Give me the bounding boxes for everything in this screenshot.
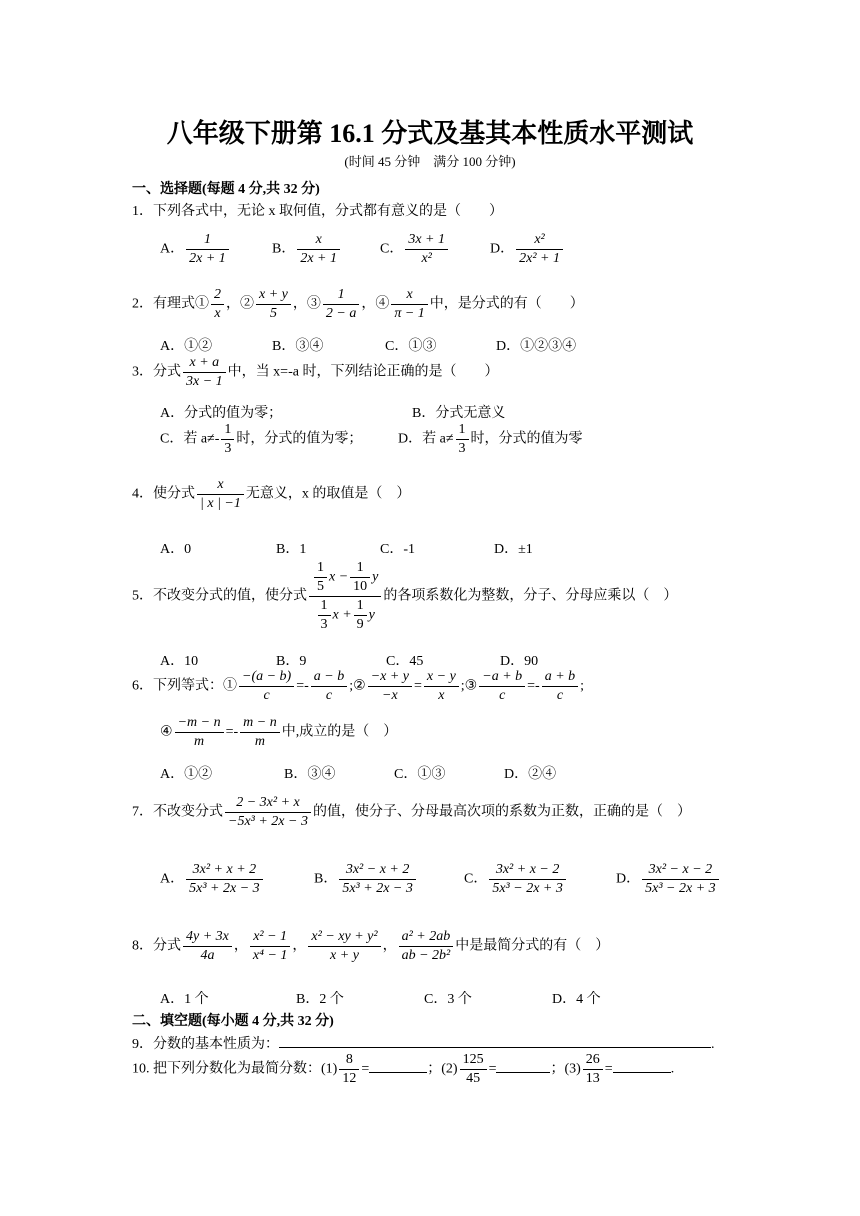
denominator: c: [311, 686, 347, 704]
option-label: A．: [160, 241, 185, 257]
numerator: 1: [224, 422, 232, 437]
question-8-option-a: A．1 个: [160, 992, 209, 1007]
question-6-option-b: B．③④: [284, 767, 336, 782]
denominator: 5x³ + 2x − 3: [186, 879, 263, 897]
denominator: [309, 596, 381, 633]
fraction: [297, 232, 340, 267]
text-run: .: [670, 1061, 675, 1077]
question-8-option-d: D．4 个: [552, 992, 601, 1007]
numerator: −x + y: [370, 669, 410, 684]
question-8-option-c: C．3 个: [424, 992, 472, 1007]
question-3-stem: [132, 355, 498, 390]
numerator: 3x² − x − 2: [648, 862, 713, 877]
numerator: 2 − 3x² + x: [236, 795, 300, 810]
numerator: 3x² + x + 2: [192, 862, 257, 877]
text-run: 时，分式的值为零；: [236, 431, 363, 447]
fraction: [240, 715, 280, 750]
fraction: [642, 862, 719, 897]
text-run: ；(2): [427, 1061, 458, 1077]
numerator: x²: [534, 232, 545, 247]
fraction: [542, 669, 578, 704]
denominator: 10: [350, 577, 370, 595]
denominator: −5x³ + 2x − 3: [225, 812, 311, 830]
question-6-option-c: C．①③: [394, 767, 446, 782]
fraction: [339, 1052, 359, 1087]
numerator: 1: [458, 422, 466, 437]
text-run: y: [368, 607, 375, 623]
text-run: 的值，使分子、分母最高次项的系数为正数，正确的是（ ）: [312, 804, 691, 820]
fraction: [399, 929, 454, 964]
question-3-option-c: [160, 422, 362, 457]
question-5-option-b: B．9: [276, 654, 307, 669]
question-4-stem: [132, 477, 410, 512]
text-run: ;: [580, 678, 585, 694]
question-6-stem-line2: [160, 715, 397, 750]
denominator: c: [479, 686, 525, 704]
denominator: 9: [354, 615, 367, 633]
denominator: m: [175, 732, 224, 750]
denominator: 2 − a: [323, 304, 359, 322]
text-run: =: [361, 1061, 370, 1077]
question-7-option-b: [314, 862, 418, 897]
denominator: c: [239, 686, 294, 704]
option-label: D．: [490, 241, 515, 257]
text-run: ，④: [361, 296, 390, 312]
fraction: [183, 355, 226, 390]
denominator: x²: [405, 249, 448, 267]
numerator: a + b: [544, 669, 576, 684]
text-run: 5．不改变分式的值，使分式: [132, 588, 307, 604]
denominator: x: [424, 686, 459, 704]
page-title: 八年级下册第 16.1 分式及基其本性质水平测试: [166, 119, 694, 148]
text-run: ④: [160, 724, 173, 740]
question-8-stem: [132, 929, 609, 964]
text-run: D．若 a≠: [398, 431, 454, 447]
numerator: x² − xy + y²: [311, 929, 378, 944]
answer-blank-2[interactable]: [496, 1072, 550, 1073]
answer-blank-3[interactable]: [613, 1072, 671, 1073]
text-run: 3．分式: [132, 364, 181, 380]
question-3-option-d: [398, 422, 583, 457]
text-run: ，②: [226, 296, 254, 312]
question-7-option-c: [464, 862, 568, 897]
denominator: ab − 2b²: [399, 946, 454, 964]
fraction: [391, 287, 427, 322]
fraction: [323, 287, 359, 322]
option-label: C．: [380, 241, 404, 257]
fraction: [221, 422, 234, 457]
question-1-stem: 1．下列各式中，无论 x 取何值，分式都有意义的是（ ）: [132, 204, 503, 219]
question-9: [132, 1033, 715, 1053]
fraction: [318, 598, 331, 633]
question-6-option-d: D．②④: [504, 767, 557, 782]
question-3-option-b: B．分式无意义: [412, 406, 506, 421]
question-4-option-c: C．-1: [380, 542, 415, 557]
fraction: [308, 929, 380, 964]
fraction: [186, 232, 229, 267]
text-run: ;③: [460, 678, 478, 694]
denominator: m: [240, 732, 280, 750]
question-4-option-d: D．±1: [494, 542, 533, 557]
fraction: [405, 232, 448, 267]
text-run: ，③: [292, 296, 321, 312]
numerator: 3x² − x + 2: [345, 862, 410, 877]
text-run: .: [711, 1037, 715, 1052]
denominator: 3: [456, 439, 469, 457]
text-run: ，: [292, 938, 307, 954]
numerator: m − n: [243, 715, 277, 730]
fraction: [186, 862, 263, 897]
question-5-option-d: D．90: [500, 654, 539, 669]
denominator: 5: [314, 577, 327, 595]
text-run: 10. 把下列分数化为最简分数：(1): [132, 1061, 338, 1077]
denominator: x: [211, 304, 224, 322]
text-run: ，: [233, 938, 248, 954]
denominator: 3: [221, 439, 234, 457]
denominator: −x: [368, 686, 412, 704]
question-2-option-a: A．①②: [160, 339, 213, 354]
denominator: 5x³ − 2x + 3: [489, 879, 566, 897]
denominator: | x | −1: [197, 494, 244, 512]
numerator: 1: [337, 287, 345, 302]
text-run: 6．下列等式：①: [132, 678, 237, 694]
numerator: [309, 560, 381, 596]
text-run: =: [414, 678, 422, 694]
fraction: [350, 560, 370, 595]
question-1-option-c: [380, 232, 450, 267]
text-run: ；(3): [550, 1061, 581, 1077]
question-8-option-b: B．2 个: [296, 992, 344, 1007]
fraction: [314, 560, 327, 595]
numerator: a² + 2ab: [401, 929, 451, 944]
section-heading-choice: 一、选择题(每题 4 分,共 32 分): [132, 182, 320, 197]
text-run: =: [604, 1061, 613, 1077]
fraction: [183, 929, 232, 964]
text-run: D．: [616, 871, 641, 887]
fraction: [368, 669, 412, 704]
answer-blank-1[interactable]: [369, 1072, 427, 1073]
numerator: 1: [356, 598, 364, 613]
numerator: x² − 1: [253, 929, 288, 944]
fraction: [197, 477, 244, 512]
question-2-option-d: D．①②③④: [496, 339, 577, 354]
fraction: [339, 862, 416, 897]
numerator: 1: [317, 560, 324, 575]
numerator: x: [315, 232, 322, 247]
numerator: 3x² + x − 2: [495, 862, 560, 877]
question-7-option-a: [160, 862, 265, 897]
text-run: A．: [160, 871, 185, 887]
text-run: y: [372, 569, 379, 585]
denominator: 3: [318, 615, 331, 633]
section-heading-fill: 二、填空题(每小题 4 分,共 32 分): [132, 1014, 334, 1029]
text-run: 8．分式: [132, 938, 181, 954]
denominator: c: [542, 686, 578, 704]
question-7-stem: [132, 795, 691, 830]
numerator: 125: [462, 1052, 484, 1067]
question-1-option-b: [272, 232, 342, 267]
denominator: 45: [460, 1069, 487, 1087]
text-run: x +: [332, 607, 352, 623]
question-3-option-a: A．分式的值为零；: [160, 406, 283, 421]
text-run: 无意义，x 的取值是（ ）: [245, 486, 411, 502]
text-run: =: [488, 1061, 497, 1077]
numerator: x: [217, 477, 224, 492]
complex-fraction: [309, 560, 381, 633]
numerator: 1: [356, 560, 364, 575]
text-run: 9．分数的基本性质为：: [132, 1037, 279, 1052]
numerator: 3x + 1: [408, 232, 446, 247]
numerator: 26: [585, 1052, 600, 1067]
fraction: [175, 715, 224, 750]
question-4-option-a: A．0: [160, 542, 192, 557]
denominator: 2x² + 1: [516, 249, 563, 267]
fraction: [456, 422, 469, 457]
fraction: [489, 862, 566, 897]
denominator: x + y: [308, 946, 380, 964]
text-run: 中是最简分式的有（ ）: [455, 938, 610, 954]
fraction: [354, 598, 367, 633]
text-run: =-: [225, 724, 239, 740]
fraction: [479, 669, 525, 704]
question-1-options: [160, 232, 231, 267]
text-run: =-: [527, 678, 540, 694]
text-run: =-: [296, 678, 309, 694]
question-6-option-a: A．①②: [160, 767, 213, 782]
fraction: [250, 929, 291, 964]
page-subtitle: (时间 45 分钟 满分 100 分钟): [344, 154, 516, 169]
text-run: B．: [314, 871, 338, 887]
text-run: 2．有理式①: [132, 296, 209, 312]
fraction: [256, 287, 291, 322]
fraction: [460, 1052, 487, 1087]
denominator: 5x³ + 2x − 3: [339, 879, 416, 897]
question-2-stem: [132, 287, 584, 322]
text-run: 的各项系数化为整数，分子、分母应乘以（ ）: [383, 588, 678, 604]
fraction: [225, 795, 311, 830]
numerator: 8: [345, 1052, 353, 1067]
numerator: 2: [214, 287, 221, 302]
question-2-option-b: B．③④: [272, 339, 324, 354]
text-run: C．若 a≠-: [160, 431, 220, 447]
denominator: 5: [256, 304, 291, 322]
text-run: ;②: [349, 678, 366, 694]
option-label: B．: [272, 241, 296, 257]
numerator: −m − n: [177, 715, 221, 730]
question-5-option-a: A．10: [160, 654, 199, 669]
numerator: x + y: [259, 287, 288, 302]
denominator: 13: [583, 1069, 603, 1087]
answer-blank[interactable]: [279, 1047, 711, 1048]
denominator: 2x + 1: [297, 249, 340, 267]
text-run: x −: [329, 569, 349, 585]
denominator: 3x − 1: [183, 372, 226, 390]
text-run: 中,成立的是（ ）: [281, 724, 398, 740]
denominator: 12: [339, 1069, 359, 1087]
numerator: 1: [320, 598, 328, 613]
numerator: 4y + 3x: [186, 929, 229, 944]
numerator: a − b: [313, 669, 345, 684]
question-4-option-b: B．1: [276, 542, 307, 557]
fraction: [583, 1052, 603, 1087]
question-5-stem: [132, 560, 677, 633]
fraction: [239, 669, 294, 704]
text-run: 时，分式的值为零: [470, 431, 583, 447]
denominator: 4a: [183, 946, 232, 964]
numerator: −a + b: [482, 669, 523, 684]
question-10: [132, 1052, 674, 1087]
question-5-option-c: C．45: [386, 654, 424, 669]
text-run: C．: [464, 871, 488, 887]
numerator: x + a: [189, 355, 220, 370]
text-run: 7．不改变分式: [132, 804, 223, 820]
fraction: [516, 232, 563, 267]
numerator: x: [406, 287, 413, 302]
text-run: ，: [382, 938, 397, 954]
fraction: [211, 287, 224, 322]
question-1-option-d: [490, 232, 565, 267]
fraction: [424, 669, 459, 704]
numerator: 1: [203, 232, 211, 247]
text-run: 4．使分式: [132, 486, 195, 502]
question-7-option-d: [616, 862, 721, 897]
numerator: −(a − b): [242, 669, 292, 684]
denominator: 5x³ − 2x + 3: [642, 879, 719, 897]
question-6-stem: [132, 669, 584, 704]
numerator: x − y: [426, 669, 456, 684]
text-run: 中，当 x=-a 时，下列结论正确的是（ ）: [227, 364, 499, 380]
denominator: 2x + 1: [186, 249, 229, 267]
denominator: π − 1: [391, 304, 427, 322]
fraction: [311, 669, 347, 704]
text-run: 中，是分式的有（ ）: [429, 296, 584, 312]
denominator: x⁴ − 1: [250, 946, 291, 964]
question-2-option-c: C．①③: [385, 339, 437, 354]
